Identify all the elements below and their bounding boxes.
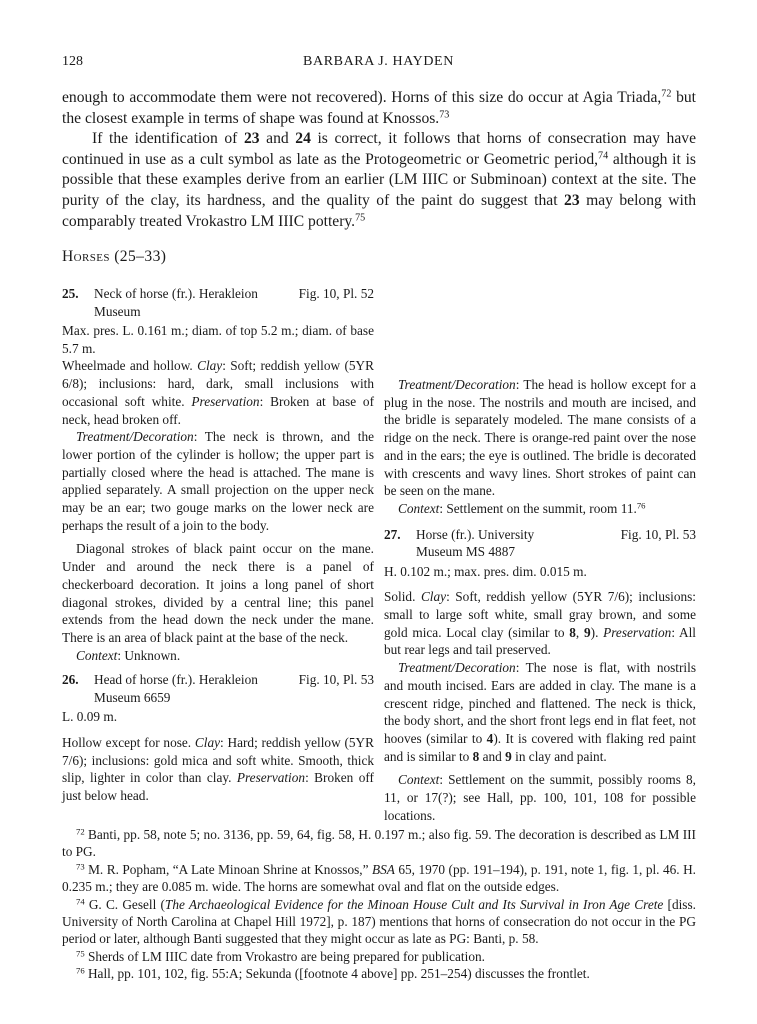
entry-dimensions: Max. pres. L. 0.161 m.; diam. of top 5.2 m.; diam. of base 5.7 m. — [62, 323, 374, 356]
footnote-ref[interactable]: 72 — [661, 88, 672, 100]
running-author: BARBARA J. HAYDEN — [303, 54, 454, 69]
entry-treatment: Treatment/Decoration: The head is hollow except for a plug in the nose. The nostrils and mouth are incised, and the bridle is separately modeled. The mane consists of a ridge on the neck. There is orange-red paint over the nose and in the ears; the eye is outlined. The bridle is decorated with crescents and wavy lines. Short strokes of paint can be seen on the mane. — [384, 377, 696, 499]
entry-title: Neck of horse (fr.). Herakleion Museum — [94, 286, 258, 319]
footnote-72: $^{72}$ Banti, pp. 58, note 5; no. 3136, pp. 59, 64, fig. 58, H. 0.197 m.; also fig. 59. The decoration is described as LM III to PG. — [62, 826, 696, 860]
footnote-73: $^{73}$ M. R. Popham, “A Late Minoan Shrine at Knossos,” BSA 65, 1970 (pp. 191–194), p. 191, note 1, fig. 1, pl. 46. H. 0.235 m.; they are 0.085 m. wide. The horns are somewhat oval and flat on the outside edges. — [62, 861, 696, 895]
footnote-ref[interactable]: 73 — [439, 109, 450, 121]
entry-context: Context: Unknown. — [76, 647, 181, 663]
intro-paragraph-2: If the identification of 23 and 24 is correct, it follows that horns of consecration may have continued in use as a cult symbol as late as the Protogeometric or Geometric period,$^{74}$ although it is possible that these examples derive from an earlier (LM IIIC or Subminoan) context at the site. The purity of the clay, its hardness, and the quality of the paint do suggest that 23 may belong with comparably treated Vrokastro LM IIIC pottery.$^{75}$ — [62, 130, 697, 230]
entry-number: 25. — [62, 286, 79, 301]
figure-reference: Fig. 10, Pl. 53 — [298, 672, 374, 688]
catalog-entry-27-header — [384, 526, 696, 563]
section-heading: Horses (25–33) — [62, 248, 167, 265]
footnote-76: $^{76}$ Hall, pp. 101, 102, fig. 55:A; Sekunda ([footnote 4 above] pp. 251–254) discusses the frontlet. — [76, 965, 590, 982]
intro-paragraph-1: enough to accommodate them were not recovered). Horns of this size do occur at Agia Triada,$^{72}$ but the closest example in terms of shape was found at Knossos.$^{73}$ — [62, 88, 697, 127]
entry-dimensions: L. 0.09 m. — [62, 709, 118, 725]
entry-description: Solid. Clay: Soft, reddish yellow (5YR 7/6); inclusions: small to large soft white, small gray brown, and some gold mica. Local clay (similar to 8, 9). Preservation: All but rear legs and tail preserved. — [384, 589, 697, 658]
right-column — [384, 376, 696, 824]
entry-context: Context: Settlement on the summit, room 11.76 — [398, 500, 646, 516]
footnotes — [62, 826, 696, 983]
entry-title: Head of horse (fr.). Herakleion Museum 6659 — [94, 672, 258, 705]
entry-description: Wheelmade and hollow. Clay: Soft; reddish yellow (5YR 6/8); inclusions: hard, dark, small inclusions with occasional soft white. Preservation: Broken at base of neck, head broken off. — [62, 358, 375, 427]
entry-dimensions: H. 0.102 m.; max. pres. dim. 0.015 m. — [384, 563, 587, 579]
entry-treatment: Treatment/Decoration: The nose is flat, with nostrils and mouth incised. Ears are added in clay. The mane is a crescent ridge, pinched and flattened. The neck is thick, the body short, and the short front legs end in flat feet, not hooves (similar to 4). It is covered with flaking red paint and is similar to 8 and 9 in clay and paint. — [384, 660, 696, 764]
entry-context: Context: Settlement on the summit, possibly rooms 8, 11, or 17(?); see Hall, pp. 100, 101, 108 for possible locations. — [384, 772, 696, 823]
figure-reference: Fig. 10, Pl. 52 — [298, 286, 374, 301]
catalog-entry-26-header — [62, 671, 374, 708]
entry-treatment: Treatment/Decoration: The neck is thrown, and the lower portion of the cylinder is hollow; the upper part is partially closed where the head is attached. The mane is applied separately. A small projection on the upper neck may be an ear; two gouge marks on the lower neck are perhaps the result of a join to the body. — [62, 429, 374, 533]
entry-title: Horse (fr.). University Museum MS 4887 — [416, 526, 535, 560]
running-header — [62, 54, 695, 74]
entry-number: 26. — [62, 672, 79, 688]
entry-description: Hollow except for nose. Clay: Hard; reddish yellow (5YR 7/6); inclusions: gold mica and soft white. Smooth, thick slip, lighter in color than clay. Preservation: Broken off just below head. — [62, 735, 374, 804]
entry-number: 27. — [384, 526, 401, 542]
footnote-ref[interactable]: 74 — [598, 150, 609, 162]
left-column — [62, 285, 374, 805]
intro-text — [62, 88, 696, 232]
footnote-ref[interactable]: 75 — [355, 212, 366, 223]
catalog-entry-25-header — [62, 285, 374, 322]
figure-reference: Fig. 10, Pl. 53 — [620, 526, 696, 542]
entry-paint: Diagonal strokes of black paint occur on the mane. Under and around the neck there is a panel of checkerboard decoration. It joins a long panel of short diagonal strokes, divided by a central line; this panel extends from the head down the neck under the mane. There is an area of black paint at the base of the neck. — [62, 541, 374, 645]
footnote-ref[interactable]: 76 — [636, 500, 646, 511]
footnote-75: $^{75}$ Sherds of LM IIIC date from Vrokastro are being prepared for publication. — [76, 948, 485, 964]
footnote-74: $^{74}$ G. C. Gesell (The Archaeological Evidence for the Minoan House Cult and Its Survival in Iron Age Crete [diss. University of North Carolina at Chapel Hill 1972], p. 187) mentions that horns of consecration do not occur in the PG period or later, although Banti suggested that they might occur as late as PG: Banti, p. 58. — [62, 895, 696, 947]
page-number: 128 — [62, 54, 83, 69]
